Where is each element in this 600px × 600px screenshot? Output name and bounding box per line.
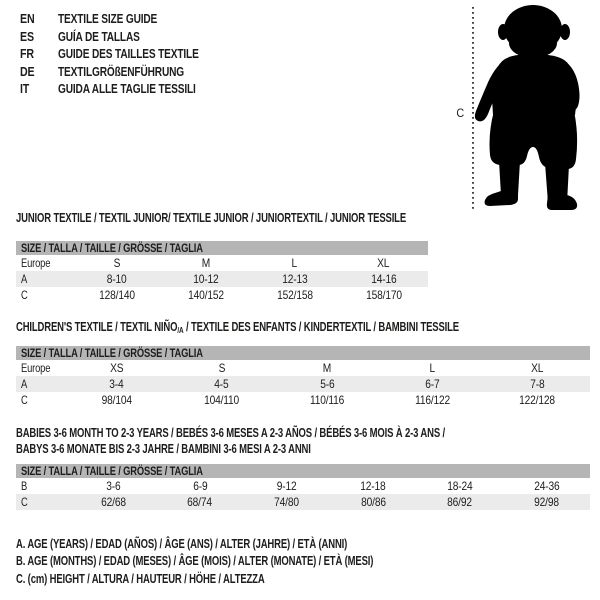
size-header-label: SIZE / TALLA / TAILLE / GRÖSSE / TAGLIA [21, 241, 203, 255]
table-row [16, 478, 590, 494]
title-subscript: /A [177, 325, 184, 335]
row-label: B [21, 479, 28, 493]
language-code: DE [20, 63, 35, 79]
language-code: IT [20, 81, 30, 97]
language-item [20, 63, 238, 81]
size-cell: 12-13 [281, 272, 308, 286]
size-cell: 80/86 [360, 495, 386, 509]
size-cell: 4-5 [214, 377, 229, 391]
size-cell: 6-7 [425, 377, 440, 391]
row-label: A [21, 272, 28, 286]
language-item [20, 45, 238, 63]
size-cell: 12-18 [360, 479, 386, 493]
size-cell: 128/140 [98, 288, 135, 302]
row-label: C [21, 393, 28, 407]
size-cell: 158/170 [365, 288, 402, 302]
row-label: C [21, 495, 28, 509]
legend-line-b: B. AGE (MONTHS) / EDAD (MESES) / ÂGE (MOIS) / ALTER (MONATE) / ETÀ (MESI) [16, 554, 374, 569]
size-cell: 62/68 [100, 495, 126, 509]
size-header-row [16, 464, 590, 478]
language-item [20, 10, 238, 28]
size-cell: 8-10 [106, 272, 127, 286]
size-cell: 18-24 [447, 479, 473, 493]
size-header-row [16, 241, 428, 255]
table-row [16, 392, 590, 408]
size-cell: 92/98 [534, 495, 559, 509]
babies-size-table [16, 464, 590, 510]
size-cell: 86/92 [447, 495, 473, 509]
table-row [16, 255, 428, 271]
size-cell: XS [109, 361, 124, 375]
row-label: A [21, 377, 28, 391]
legend [16, 536, 373, 588]
size-cell: 98/104 [101, 393, 132, 407]
table-row [16, 376, 590, 392]
height-marker-label: C [456, 106, 464, 120]
baby-silhouette [475, 5, 580, 210]
size-cell: M [322, 361, 332, 375]
size-cell: 7-8 [530, 377, 545, 391]
size-header-row [16, 346, 590, 360]
language-code: ES [20, 28, 34, 44]
size-cell: L [429, 361, 435, 375]
size-cell: 116/122 [414, 393, 450, 407]
legend-line-a: A. AGE (YEARS) / EDAD (AÑOS) / ÂGE (ANS) / ALTER (JAHRE) / ETÀ (ANNI) [16, 537, 348, 551]
size-cell: 68/74 [187, 495, 213, 509]
language-label: GUIDA ALLE TAGLIE TESSILI [58, 81, 196, 97]
language-list [20, 10, 238, 98]
size-cell: 5-6 [319, 377, 335, 391]
size-cell: 6-9 [192, 479, 208, 493]
baby-silhouette-icon [448, 3, 600, 215]
size-cell: S [218, 361, 226, 375]
table-row [16, 287, 428, 303]
size-cell: XL [377, 256, 390, 270]
junior-size-table [16, 241, 428, 303]
row-label: C [21, 288, 28, 302]
language-code: FR [20, 46, 34, 62]
size-cell: 104/110 [204, 393, 240, 407]
row-label: Europe [21, 256, 51, 270]
junior-table-title: JUNIOR TEXTILE / TEXTIL JUNIOR/ TEXTILE JUNIOR / JUNIORTEXTIL / JUNIOR TESSILE [16, 211, 407, 225]
size-cell: 122/128 [519, 393, 556, 407]
size-cell: 9-12 [276, 479, 297, 493]
language-item [20, 28, 238, 46]
size-cell: 10-12 [192, 272, 219, 286]
babies-title-line2: BABYS 3-6 MONATE BIS 2-3 JAHRE / BAMBINI 3-6 MESI A 2-3 ANNI [16, 442, 311, 456]
children-size-table [16, 346, 590, 408]
size-header-label: SIZE / TALLA / TAILLE / GRÖSSE / TAGLIA [21, 464, 203, 478]
size-cell: 152/158 [276, 288, 313, 302]
size-header-label: SIZE / TALLA / TAILLE / GRÖSSE / TAGLIA [21, 346, 203, 360]
size-cell: 74/80 [274, 495, 299, 509]
babies-title-line1: BABIES 3-6 MONTH TO 2-3 YEARS / BEBÉS 3-6 MESES A 2-3 AÑOS / BÉBÉS 3-6 MOIS À 2-3 ANS / [16, 426, 445, 440]
language-code: EN [20, 11, 35, 27]
size-cell: 110/116 [309, 393, 345, 407]
size-cell: 140/152 [187, 288, 224, 302]
legend-line-c: C. (cm) HEIGHT / ALTURA / HAUTEUR / HÖHE / ALTEZZA [16, 571, 265, 586]
size-cell: XL [531, 361, 544, 375]
language-label: GUÍA DE TALLAS [58, 28, 140, 44]
size-cell: M [201, 256, 210, 270]
size-cell: 3-4 [109, 377, 124, 391]
table-row [16, 360, 590, 376]
size-cell: 14-16 [370, 272, 397, 286]
language-label: TEXTILGRÖßENFÜHRUNG [58, 63, 185, 79]
row-label: Europe [21, 361, 51, 375]
language-label: GUIDE DES TAILLES TEXTILE [58, 46, 199, 62]
table-row [16, 494, 590, 510]
babies-table-title [16, 425, 445, 457]
table-row [16, 271, 428, 287]
size-cell: 24-36 [534, 479, 560, 493]
language-label: TEXTILE SIZE GUIDE [58, 11, 158, 27]
size-cell: S [113, 256, 120, 270]
size-cell: L [291, 256, 298, 270]
language-item [20, 80, 238, 98]
children-table-title: CHILDREN'S TEXTILE / TEXTIL NIÑO/A / TEXTILE DES ENFANTS / KINDERTEXTIL / BAMBINI TESSILE [16, 320, 459, 335]
size-cell: 3-6 [106, 479, 121, 493]
